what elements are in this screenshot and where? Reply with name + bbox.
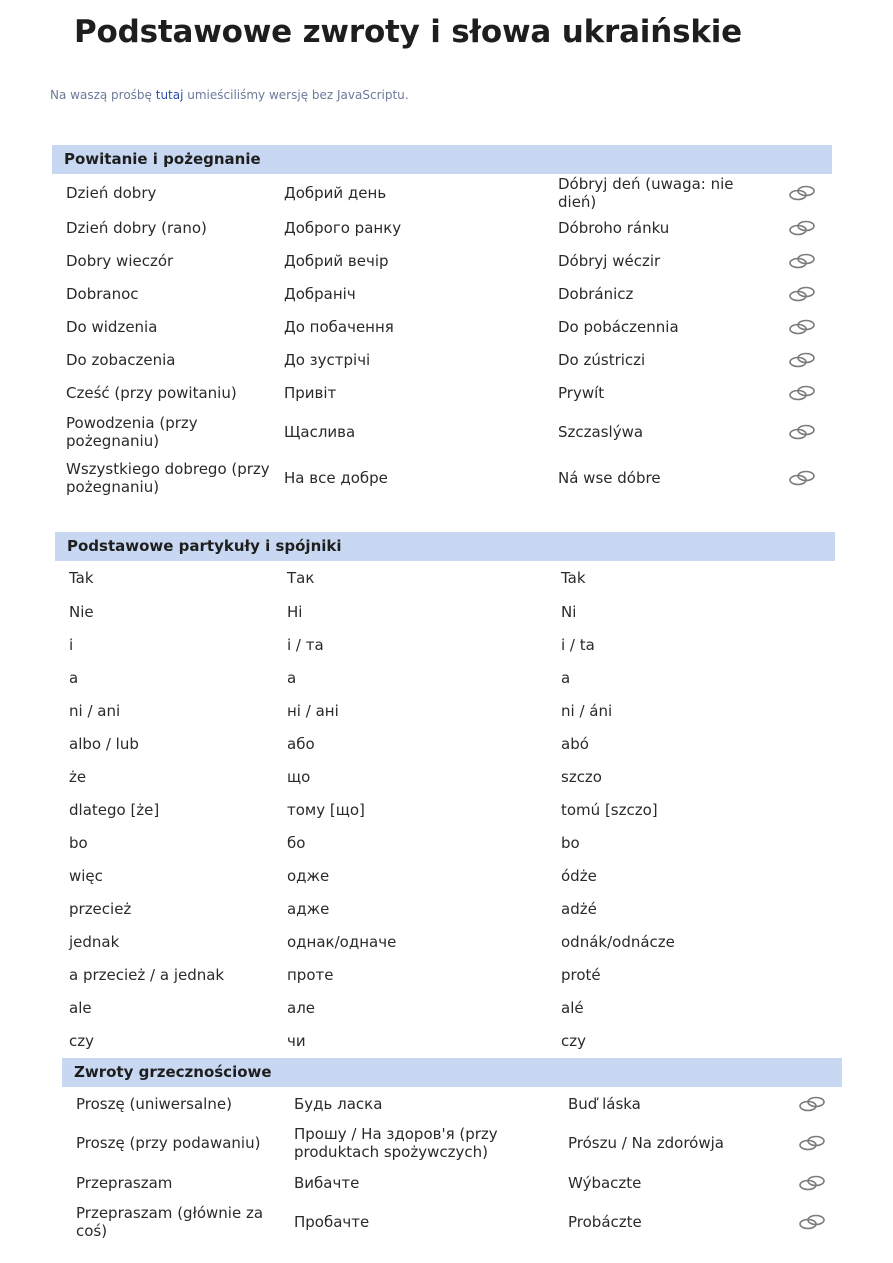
ukrainian-phrase: До побачення — [284, 317, 394, 336]
ukrainian-phrase: адже — [287, 899, 330, 918]
ukrainian-phrase: і / та — [287, 635, 324, 654]
transliteration: adżé — [561, 899, 597, 918]
polish-phrase: bo — [69, 833, 88, 852]
transliteration: Tak — [561, 569, 586, 587]
transliteration: proté — [561, 965, 601, 984]
phrase-row — [62, 1087, 842, 1120]
no-javascript-notice — [50, 88, 409, 102]
phrase-row — [62, 1120, 842, 1166]
transliteration: Dobránicz — [558, 284, 634, 303]
phrase-row — [55, 793, 835, 826]
transliteration: szczo — [561, 767, 602, 786]
polish-phrase: Do zobaczenia — [66, 350, 176, 369]
ukrainian-phrase: одже — [287, 866, 330, 885]
polish-phrase: Przepraszam — [76, 1173, 173, 1192]
polish-phrase: Dobranoc — [66, 284, 139, 303]
phrase-row — [55, 958, 835, 991]
phrase-row — [52, 244, 832, 277]
ukrainian-phrase: Ні — [287, 602, 303, 621]
audio-play-icon[interactable] — [796, 1213, 828, 1231]
phrase-row — [55, 561, 835, 595]
polish-phrase: jednak — [69, 932, 120, 951]
phrase-row — [55, 925, 835, 958]
phrase-row — [52, 310, 832, 343]
audio-play-icon[interactable] — [786, 318, 818, 336]
audio-play-icon[interactable] — [786, 184, 818, 202]
ukrainian-phrase: Так — [287, 569, 315, 587]
polish-phrase: Do widzenia — [66, 317, 158, 336]
transliteration: Dóbryj wéczir — [558, 251, 661, 270]
transliteration: odnák/odnácze — [561, 932, 675, 951]
ukrainian-phrase: Пробачте — [294, 1213, 370, 1231]
polish-phrase: Dobry wieczór — [66, 251, 174, 270]
ukrainian-phrase: тому [що] — [287, 800, 365, 819]
audio-play-icon[interactable] — [786, 219, 818, 237]
polish-phrase: czy — [69, 1031, 94, 1050]
transliteration: Prywít — [558, 383, 605, 402]
transliteration: Prószu / Na zdorówja — [568, 1134, 724, 1152]
polish-phrase: że — [69, 767, 87, 786]
transliteration: Do pobáczennia — [558, 317, 679, 336]
phrase-row — [52, 455, 832, 501]
ukrainian-phrase: ні / ані — [287, 701, 339, 720]
transliteration: abó — [561, 734, 589, 753]
transliteration: Buď láska — [568, 1094, 641, 1113]
polish-phrase: Tak — [69, 569, 94, 587]
polish-phrase: ni / ani — [69, 701, 121, 720]
polish-phrase: Wszystkiego dobrego (przy pożegnaniu) — [66, 460, 270, 496]
transliteration: Szczaslýwa — [558, 423, 644, 441]
polish-phrase: dlatego [że] — [69, 800, 160, 819]
polish-phrase: więc — [69, 866, 103, 885]
ukrainian-phrase: Добраніч — [284, 284, 356, 303]
phrase-row — [55, 661, 835, 694]
polish-phrase: i — [69, 635, 74, 654]
ukrainian-phrase: Доброго ранку — [284, 218, 402, 237]
phrase-row — [52, 174, 832, 211]
polish-phrase: a — [69, 668, 79, 687]
ukrainian-phrase: Привіт — [284, 383, 337, 402]
transliteration: ni / áni — [561, 701, 613, 720]
phrase-row — [55, 859, 835, 892]
page-title: Podstawowe zwroty i słowa ukraińskie — [74, 14, 743, 50]
transliteration: czy — [561, 1031, 586, 1050]
ukrainian-phrase: проте — [287, 965, 334, 984]
section-header: Powitanie i pożegnanie — [52, 145, 832, 174]
ukrainian-phrase: але — [287, 998, 316, 1017]
ukrainian-phrase: що — [287, 767, 311, 786]
audio-play-icon[interactable] — [786, 423, 818, 441]
transliteration: Wýbaczte — [568, 1173, 642, 1192]
phrase-row — [52, 409, 832, 455]
audio-play-icon[interactable] — [786, 384, 818, 402]
ukrainian-phrase: Прошу / На здоров'я (przy produktach spożywczych) — [294, 1125, 498, 1161]
transliteration: Ná wse dóbre — [558, 469, 661, 487]
transliteration: Dóbroho ránku — [558, 218, 670, 237]
ukrainian-phrase: чи — [287, 1031, 306, 1050]
ukrainian-phrase: Щаслива — [284, 423, 356, 441]
polish-phrase: Dzień dobry (rano) — [66, 218, 207, 237]
polish-phrase: Nie — [69, 602, 94, 621]
phrase-row — [52, 343, 832, 376]
ukrainian-phrase: однак/одначе — [287, 932, 397, 951]
phrase-row — [62, 1199, 842, 1245]
ukrainian-phrase: Добрий день — [284, 183, 387, 202]
phrase-row — [62, 1166, 842, 1199]
polish-phrase: albo / lub — [69, 734, 139, 753]
section-2 — [55, 532, 835, 1057]
polish-phrase: Powodzenia (przy pożegnaniu) — [66, 414, 198, 450]
notice-text-after: umieściliśmy wersję bez JavaScriptu. — [183, 88, 409, 102]
audio-play-icon[interactable] — [786, 252, 818, 270]
phrase-row — [55, 826, 835, 859]
transliteration: Probáczte — [568, 1213, 642, 1231]
polish-phrase: przecież — [69, 899, 132, 918]
ukrainian-phrase: На все добре — [284, 469, 388, 487]
polish-phrase: Proszę (uniwersalne) — [76, 1094, 232, 1113]
transliteration: Ni — [561, 602, 577, 621]
notice-text-before: Na waszą prośbę — [50, 88, 156, 102]
section-header: Podstawowe partykuły i spójniki — [55, 532, 835, 561]
ukrainian-phrase: бо — [287, 833, 306, 852]
section-3 — [62, 1058, 842, 1245]
audio-play-icon[interactable] — [796, 1174, 828, 1192]
transliteration: i / ta — [561, 635, 595, 654]
polish-phrase: Przepraszam (głównie za coś) — [76, 1204, 264, 1240]
audio-play-icon[interactable] — [796, 1095, 828, 1113]
polish-phrase: Dzień dobry — [66, 183, 157, 202]
ukrainian-phrase: а — [287, 668, 297, 687]
audio-play-icon[interactable] — [786, 351, 818, 369]
transliteration: tomú [szczo] — [561, 800, 658, 819]
phrase-row — [55, 991, 835, 1024]
transliteration: alé — [561, 998, 584, 1017]
transliteration: Do zústriczi — [558, 350, 646, 369]
transliteration: bo — [561, 833, 580, 852]
audio-play-icon[interactable] — [786, 469, 818, 487]
polish-phrase: ale — [69, 998, 92, 1017]
phrase-row — [55, 628, 835, 661]
phrase-row — [52, 376, 832, 409]
audio-play-icon[interactable] — [786, 285, 818, 303]
transliteration: Dóbryj deń (uwaga: nie dień) — [558, 174, 734, 211]
phrase-row — [55, 1024, 835, 1057]
ukrainian-phrase: До зустрічі — [284, 350, 371, 369]
section-header: Zwroty grzecznościowe — [62, 1058, 842, 1087]
ukrainian-phrase: або — [287, 734, 315, 753]
polish-phrase: Cześć (przy powitaniu) — [66, 383, 237, 402]
phrase-row — [55, 727, 835, 760]
transliteration: a — [561, 668, 571, 687]
polish-phrase: Proszę (przy podawaniu) — [76, 1134, 261, 1152]
ukrainian-phrase: Вибачте — [294, 1173, 360, 1192]
audio-play-icon[interactable] — [796, 1134, 828, 1152]
phrase-row — [52, 211, 832, 244]
polish-phrase: a przecież / a jednak — [69, 965, 225, 984]
ukrainian-phrase: Добрий вечір — [284, 251, 389, 270]
phrase-row — [55, 760, 835, 793]
section-1 — [52, 145, 832, 501]
phrase-row — [52, 277, 832, 310]
no-javascript-version-link[interactable]: tutaj — [155, 88, 184, 102]
phrase-row — [55, 694, 835, 727]
ukrainian-phrase: Будь ласка — [294, 1094, 383, 1113]
phrase-row — [55, 892, 835, 925]
phrase-row — [55, 595, 835, 628]
transliteration: ódże — [561, 866, 597, 885]
